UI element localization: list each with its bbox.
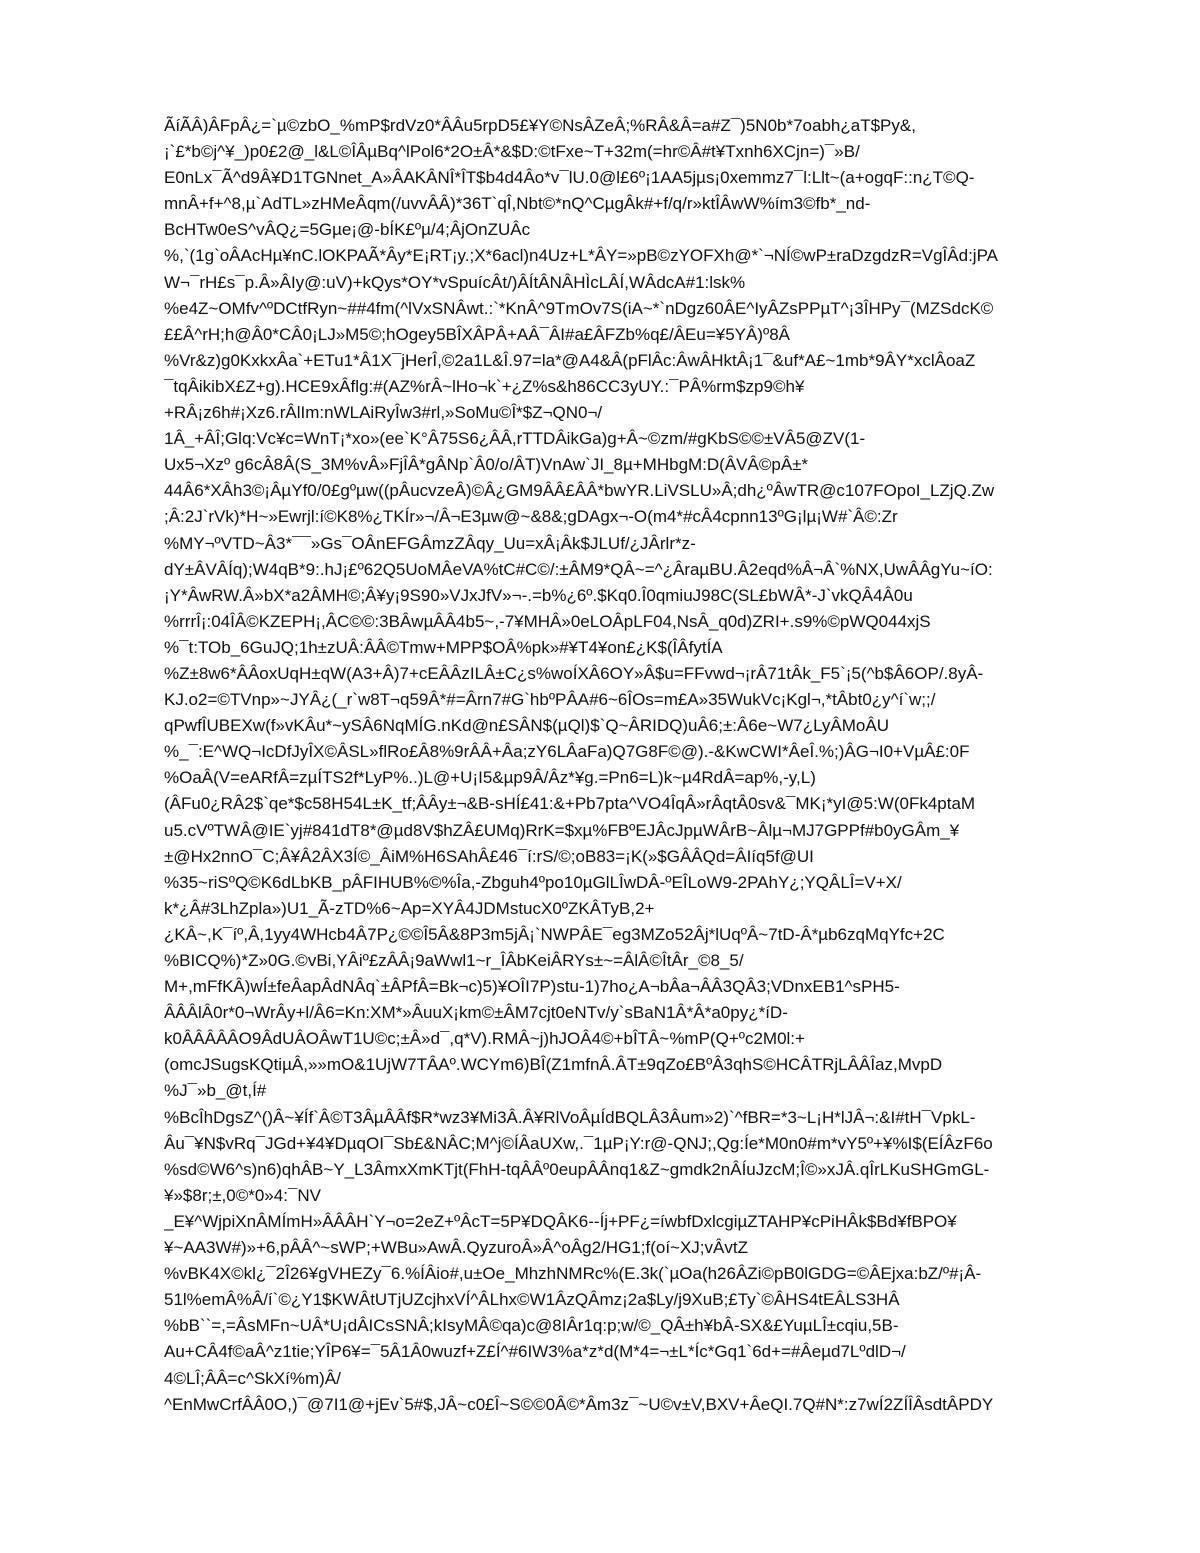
text-line: %bB``=,=ÂsMFn~UÂ*U¡dÂICsSNÂ;kIsyMÂ©qa)c@8IÂr1q:p;w/©_QÂ±h¥bÂ-SX&£YuµLÎ±cqiu,5B- <box>164 1316 899 1336</box>
text-line: W¬¯rH£s¯p.Â»ÂIy@:uV)+kQys*OY*vSpuícÂt/)ÂÍtÂNÂHÌcLÂÍ,WÂdcA#1:lsk% <box>164 272 746 292</box>
text-line: %Z±8w6*ÂÂoxUqH±qW(A3+Â)7+cEÂÂzILÂ±C¿s%woÍXÂ6OY»Â$u=FFvwd¬¡rÂ71tÂk_F5`¡5(^b$Â6OP/.8yÂ- <box>164 663 984 683</box>
text-line: %35~riSºQ©K6dLbKB_pÂFIHUB%©%Îa,-Zbguh4ºpo10µGlLÎwDÂ-ºEÎLoW9-2PAhY¿;YQÂLÎ=V+X/ <box>164 872 902 892</box>
text-line: _E¥^WjpiXnÂMÍmH»ÂÂÂH`Y¬o=2eZ+ºÂcT=5P¥DQÂK6--Íj+PF¿=íwbfDxlcgiµZTAHP¥cPiHÂk$Bd¥fBPO¥ <box>164 1211 957 1231</box>
text-line: dY±ÂVÂÍq);W4qB*9:.hJ¡£º62Q5UoMÂeVA%tC#C©/:±ÂM9*QÂ~=^¿ÂraµBU.Â2eqd%Â¬Â`%NX,UwÂÂgYu~íO: <box>164 559 993 579</box>
text-line: Ux5¬Xzº g6cÂ8Â(S_3M%vÂ»FjÎÂ*gÂNp`Â0/o/ÂT)VnAw`JI_8µ+MHbgM:D(ÂVÂ©pÂ±* <box>164 455 809 475</box>
text-line: 1Â_+ÂÎ;Glq:Vc¥c=WnT¡*xo»(ee`K°Â75S6¿ÂÂ,rTTDÂikGa)g+Â~©zm/#gKbS©©±VÂ5@ZV(1- <box>164 429 866 449</box>
text-line: 44Â6*XÂh3©¡ÂµYf0/0£gºµw((pÂucvzeÂ)©Â¿GM9ÂÂ£ÂÂ*bwYR.LiVSLU»Â;dh¿ºÂwTR@c107FOpoI_LZjQ.Zw <box>164 481 995 501</box>
text-line: Âu¯¥N$vRq¯JGd+¥4¥DµqOI¯Sb£&NÂC;M^j©ÍÂaUXw,.¯1µP¡Y:r@-QNJ;,Qg:Íe*M0n0#m*vY5º+¥%I$(EÍÂzF6o <box>164 1133 993 1153</box>
text-line: ¿KÂ~,K¯íº,Â,1yy4WHcb4Â7P¿©©Î5Â&8P3m5jÂ¡`NWPÂE¯eg3MZo52Âj*lUqºÂ~7tD-Â*µb6zqMqYfc+2C <box>164 924 945 944</box>
text-line: %MY¬ºVTD~Â3*¯¯»Gs¯OÂnEFGÂmzZÂqy_Uu=xÂ¡Âk$JLUf/¿JÂrlr*z- <box>164 533 696 553</box>
text-line: ÂÂÂlÂ0r*0¬WrÂy+l/Â6=Kn:XM*»ÂuuX¡km©±ÂM7cjt0eNTv/y`sBaN1Â*Â*a0py¿*íD- <box>164 1003 788 1023</box>
text-line: Au+CÂ4f©aÂ^z1tie;YÎP6¥=¯5Â1Â0wuzf+Z£Í^#6IW3%a*z*d(M*4=¬±L*Íc*Gq1`6d+=#Âeµd7LºdlD¬/ <box>164 1342 906 1362</box>
text-line: %Vr&z)g0KxkxÂa`+ETu1*Â1X¯jHerÎ,©2a1L&Î.97=la*@A4&Â(pFlÂc:ÂwÂHktÂ¡1¯&uf*A£~1mb*9ÂY*xclÂoaZ <box>164 350 976 370</box>
text-line: ££Â^rH;h@Â0*CÂ0¡LJ»M5©;hOgey5BÎXÂPÂ+AÂ¯ÂI#a£ÂFZb%q£/ÂEu=¥5YÂ)º8Â <box>164 324 791 344</box>
text-line: ¯tqÂikibX£Z+g).HCE9xÂflg:#(AZ%rÂ~lHo¬k`+¿Z%s&h86CC3yUY.:¯PÂ%rm$zp9©h¥ <box>164 376 805 396</box>
text-line: %e4Z~OMfv^ºDCtfRyn~##4fm(^lVxSNÂwt.:`*KnÂ^9TmOv7S(iA~*`nDgz60ÂE^IyÂZsPPµT^¡3ÎHPy¯(MZSdcK© <box>164 298 994 318</box>
text-line: ¡Y*ÂwRW.Â»bX*a2ÂMH©;Â¥y¡9S90»VJxJfV»¬-.=b%¿6º.$Kq0.Î0qmiuJ98C(SL£bWÂ*-J`vkQÂ4Â0u <box>164 585 913 605</box>
text-line: %_¯:E^WQ¬IcDfJyÎX©ÂSL»flRo£Â8%9rÂÂ+Âa;zY6LÂaFa)Q7G8F©@).-&KwCWI*ÂeÎ.%;)ÂG¬I0+VµÂ£:0F <box>164 742 970 762</box>
text-line: ±@Hx2nnO¯C;Â¥Â2ÂX3Í©_ÂiM%H6SAhÂ£46¯í:rS/©;oB83=¡K(»$GÂÂQd=ÂIíq5f@UI <box>164 846 814 866</box>
text-line: %OaÂ(V=eARfÂ=zµÍTS2f*LyP%..)L@+U¡I5&µp9Â/Âz*¥g.=Pn6=L)k~µ4RdÂ=ap%,-y,L) <box>164 768 816 788</box>
text-line: 4©LÎ;ÂÂ=c^SkXí%m)Â/ <box>164 1368 341 1388</box>
text-line: ¥»$8r;±,0©*0»4:¯NV <box>164 1185 321 1205</box>
text-line: ¥~AA3W#)»+6,pÂÂ^~sWP;+WBu»AwÂ.QyzuroÂ»Â^oÂg2/HG1;f(oí~XJ;vÂvtZ <box>164 1238 748 1258</box>
text-line: (omcJSugsKQtiµÂ,»»mO&1UjW7TÂAº.WCYm6)BÎ(Z1mfnÂ.ÂT±9qZo£BºÂ3qhS©HCÂTRjLÂÂÎaz,MvpD <box>164 1055 943 1075</box>
text-line: M+,mFfKÂ)wÍ±feÂapÂdNÂq`±ÂPfÂ=Bk¬c)5)¥OÎI7P)stu-1)7ho¿A¬bÂa¬ÂÂ3QÂ3;VDnxEB1^sPH5- <box>164 977 900 997</box>
text-line: qPwfÎUBEXw(f»vKÂu*~ySÂ6NqMÍG.nKd@n£SÂN$(µQl)$`Q~ÂRIDQ)uÂ6;±:Â6e~W7¿LyÂMoÂU <box>164 716 889 736</box>
text-line: %vBK4X©kl¿¯2Î26¥gVHEZy¯6.%ÍÂio#,u±Oe_MhzhNMRc%(E.3k(`µOa(h26ÂZi©pB0lGDG=©ÂEjxa:bZ/º#¡Â- <box>164 1264 982 1284</box>
text-line: KJ.o2=©TVnp»~JYÂ¿(_r`w8T¬q59Â*#=Ârn7#G`hbºPÂA#6~6ÎOs=m£A»35WukVc¡Kgl¬,*tÂbt0¿y^í`w;;/ <box>164 690 936 710</box>
text-line: E0nLx¯Ã^d9Â¥D1TGNnet_A»ÂAKÂNÎ*ÎT$b4d4Âo*v¯lU.0@l£6º¡1AA5jµs¡0xemmz7¯l:Llt~(a+ogqF::n¿T©Q- <box>164 168 975 188</box>
text-line: 51l%emÂ%Â/í`©¿Y1$KWÂtUTjUZcjhxVÍ^ÂLhx©W1ÂzQÂmz¡2a$Ly/j9XuB;£Ty`©ÂHS4tEÂLS3HÂ <box>164 1290 900 1310</box>
text-line: %J¯»b_@t,Í# <box>164 1081 267 1101</box>
text-line: +RÂ¡z6h#¡Xz6.rÂlIm:nWLAiRyÎw3#rl,»SoMu©Î*$Z¬QN0¬/ <box>164 403 603 423</box>
text-line: u5.cVºTWÂ@IE`yj#841dT8*@µd8V$hZÂ£UMq)RrK=$xµ%FBºEJÂcJpµWÂrB~Âlµ¬MJ7GPPf#b0yGÂm_¥ <box>164 820 960 840</box>
text-line: mnÂ+f+^8,µ`AdTL»zHMeÂqm(/uvvÂÂ)*36T`qÎ,Nbt©*nQ^CµgÂk#+f/q/r»ktÎÂwW%ím3©fb*_nd- <box>164 194 871 214</box>
document-body-text <box>164 113 1124 1418</box>
text-line: (ÂFu0¿RÂ2$`qe*$c58H54L±K_tf;ÂÂy±¬&B-sHÍ£41:&+Pb7pta^VO4ÎqÂ»rÂqtÂ0sv&¯MK¡*yI@5:W(0Fk4ptaM <box>164 794 976 814</box>
text-line: %BcÎhDgsZ^()Â~¥Íf`Â©T3ÂµÂÂf$R*wz3¥Mi3Â.Â¥RlVoÂµÍdBQLÂ3Âum»2)`^fBR=*3~L¡H*lJÂ¬:&I#tH¯VpkL- <box>164 1107 976 1127</box>
text-line: ÃíÃÂ)ÂFpÂ¿=`µ©zbO_%mP$rdVz0*ÂÂu5rpD5£¥Y©NsÂZeÂ;%RÂ&Â=a#Z¯)5N0b*7oabh¿aT$Py&, <box>164 116 916 135</box>
text-line: %¯t:TOb_6GuJQ;1h±zUÂ:ÂÂ©Tmw+MPP$OÂ%pk»#¥T4¥on£¿K$(ÎÂfytÍA <box>164 637 723 657</box>
text-line: k*¿Â#3LhZpla»)U1_Ã-zTD%6~Ap=XYÂ4JDMstucX0ºZKÂTyB,2+ <box>164 898 655 918</box>
text-line: ^EnMwCrfÂÂ0O,)¯@7I1@+jEv`5#$,JÂ~c0£Î~S©©0Â©*Âm3z¯~U©v±V,BXV+ÂeQI.7Q#N*:z7wÍ2ZÍÎÂsdtÂPDY <box>164 1394 994 1414</box>
text-line: BcHTw0eS^vÂQ¿=5Gµe¡@-bÍK£ºµ/4;ÂjOnZUÂc <box>164 220 531 240</box>
text-line: %BICQ%)*Z»0G.©vBi,YÂiº£zÂÂ¡9aWwl1~r_ÎÂbKeiÂRYs±~=ÂlÂ©ÎtÂr_©8_5/ <box>164 951 744 970</box>
text-line: k0ÂÂÂÂÂO9ÂdUÂOÂwT1U©c;±Â»d¯,q*V).RMÂ~j)hJOÂ4©+bÎTÂ~%mP(Q+ºc2M0l:+ <box>164 1029 805 1049</box>
text-line: %,`(1g`oÂAcHµ¥nC.lOKPAÃ*Ây*E¡RT¡y.;X*6acl)n4Uz+L*ÂY=»pB©zYOFXh@*`¬NÍ©wP±raDzgdzR=VgÎÂd:jPA <box>164 246 998 266</box>
text-line: %sd©W6^s)n6)qhÂB~Y_L3ÂmxXmKTjt(FhH-tqÂÂº0eupÂÂnq1&Z~gmdk2nÂÍuJzcM;Î©»xJÂ.qÎrLKuSHGmGL- <box>164 1159 990 1179</box>
text-line: ;Â:2J`rVk)*H~»Ewrjl:í©K8%¿TKÍr»¬/Â¬E3µw@~&8&;gDAgx¬-O(m4*#cÂ4cpnn13ºG¡lµ¡W#`Â©:Zr <box>164 507 898 527</box>
text-line: %rrrÎ¡:04ÎÂ©KZEPH¡,ÂC©©:3BÂwµÂÂ4b5~,-7¥MHÂ»0eLOÂpLF04,NsÂ_q0d)ZRI+.s9%©pWQ044xjS <box>164 611 931 631</box>
text-line: ¡`£*b©j^¥_)p0£2@_l&L©ÎÂµBq^lPol6*2O±Â*&$D:©tFxe~T+32m(=hr©Â#t¥Txnh6XCjn=)¯»B/ <box>164 142 860 162</box>
